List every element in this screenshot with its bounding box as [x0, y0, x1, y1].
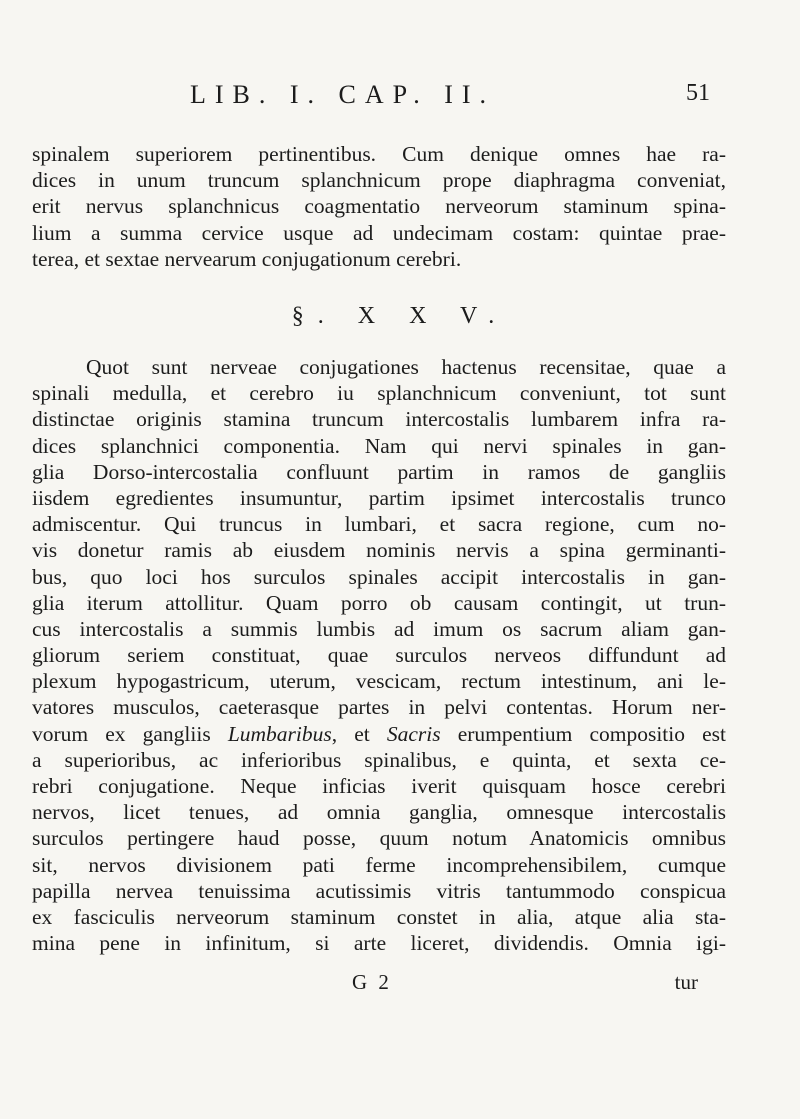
text-run: vorum ex gangliis: [32, 721, 228, 746]
running-head: LIB. I. CAP. II.: [190, 80, 496, 109]
text-line: dices in unum truncum splanchnicum prope diaphragma conveniat,: [32, 168, 726, 193]
text-line: gliorum seriem constituat, quae surculos nerveos diffundunt ad: [32, 643, 726, 668]
text-line: nervos, licet tenues, ad omnia ganglia, omnesque intercostalis: [32, 800, 726, 825]
text-line: terea, et sextae nervearum conjugationum cerebri.: [32, 246, 462, 271]
text-line: Quot sunt nerveae conjugationes hactenus recensitae, quae a: [86, 355, 726, 379]
text-line: erit nervus splanchnicus coagmentatio nerveorum staminum spina-: [32, 194, 726, 219]
page-footer: [0, 970, 800, 1000]
text-line: vis donetur ramis ab eiusdem nominis nervis a spina germinanti-: [32, 538, 726, 563]
paragraph-continued: [32, 141, 726, 272]
text-line: sit, nervos divisionem pati ferme incomprehensibilem, cumque: [32, 852, 726, 877]
text-line: glia Dorso-intercostalia confluunt partim in ramos de gangliis: [32, 459, 726, 484]
text-line: mina pene in infinitum, si arte liceret, dividendis. Omnia igi-: [32, 931, 726, 956]
text-line: bus, quo loci hos surculos spinales accipit intercostalis in gan-: [32, 564, 726, 589]
text-line-with-italics: [32, 721, 726, 747]
text-line: cus intercostalis a summis lumbis ad imum os sacrum aliam gan-: [32, 616, 726, 641]
text-line: admiscentur. Qui truncus in lumbari, et sacra regione, cum no-: [32, 512, 726, 537]
text-line: ex fasciculis nerveorum staminum constet in alia, atque alia sta-: [32, 904, 726, 929]
section-heading: §. X X V.: [291, 303, 509, 329]
text-line: papilla nervea tenuissima acutissimis vitris tantummodo conspicua: [32, 878, 726, 903]
text-line: plexum hypogastricum, uterum, vescicam, rectum intestinum, ani le-: [32, 669, 726, 694]
text-line: distinctae originis stamina truncum intercostalis lumbarem infra ra-: [32, 407, 726, 432]
text-line: spinali medulla, et cerebro iu splanchnicum conveniunt, tot sunt: [32, 381, 726, 406]
text-line: lium a summa cervice usque ad undecimam costam: quintae prae-: [32, 220, 726, 245]
text-run: erumpentium compositio est: [440, 721, 726, 746]
signature-mark: G 2: [352, 970, 392, 994]
text-line: a superioribus, ac inferioribus spinalibus, e quinta, et sexta ce-: [32, 747, 726, 772]
page-header: [190, 80, 710, 110]
italic-term: Sacris: [386, 721, 441, 746]
text-line: rebri conjugatione. Neque inficias iverit quisquam hosce cerebri: [32, 774, 726, 798]
text-run: , et: [331, 721, 387, 746]
catchword: tur: [674, 970, 698, 994]
text-line: dices splanchnici componentia. Nam qui nervi spinales in gan-: [32, 433, 726, 458]
text-line: iisdem egredientes insumuntur, partim ipsimet intercostalis trunco: [32, 485, 726, 510]
text-line: spinalem superiorem pertinentibus. Cum denique omnes hae ra-: [32, 142, 726, 166]
text-line: vatores musculos, caeterasque partes in pelvi contentas. Horum ner-: [32, 695, 726, 720]
text-line: surculos pertingere haud posse, quum notum Anatomicis omnibus: [32, 826, 726, 851]
paragraph-section-25: [32, 354, 726, 956]
italic-term: Lumbaribus: [227, 721, 332, 746]
text-line: glia iterum attollitur. Quam porro ob causam contingit, ut trun-: [32, 590, 726, 615]
page-number: 51: [686, 80, 710, 106]
